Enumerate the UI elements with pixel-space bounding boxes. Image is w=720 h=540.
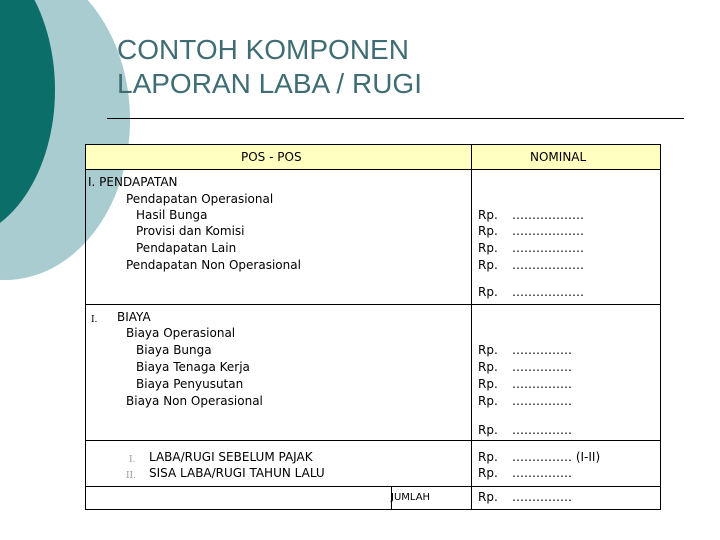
title-divider	[107, 118, 684, 119]
pendapatan-item: Pendapatan Lain	[136, 241, 237, 255]
table-border-left	[85, 144, 86, 510]
amount-currency: Rp.	[478, 466, 498, 480]
biaya-heading: BIAYA	[117, 310, 151, 324]
table-border-right	[660, 144, 661, 510]
pendapatan-operasional-label: Pendapatan Operasional	[126, 192, 274, 206]
amount-currency: Rp.	[478, 241, 498, 255]
laba-numeral: I.	[129, 455, 136, 465]
jumlah-currency: Rp.	[478, 490, 498, 504]
amount-dots: ………………	[512, 208, 584, 222]
pendapatan-subtotal-currency: Rp.	[478, 285, 498, 299]
table-border-bottom	[85, 509, 661, 510]
laba-item-label: SISA LABA/RUGI TAHUN LALU	[149, 466, 325, 480]
amount-currency: Rp.	[478, 258, 498, 272]
biaya-numeral: I.	[91, 315, 98, 325]
pendapatan-item: Hasil Bunga	[136, 208, 208, 222]
biaya-item: Biaya Penyusutan	[136, 377, 244, 391]
title-line-1: CONTOH KOMPONEN	[117, 34, 409, 65]
title-line-2: LAPORAN LABA / RUGI	[117, 68, 422, 99]
laba-divider	[85, 486, 661, 487]
amount-currency: Rp.	[478, 360, 498, 374]
amount-dots: ……………	[512, 377, 572, 391]
amount-currency: Rp.	[478, 343, 498, 357]
amount-dots: ……………	[512, 360, 572, 374]
slide-title	[117, 33, 422, 101]
header-nominal: NOMINAL	[530, 150, 587, 164]
biaya-non-operasional-label: Biaya Non Operasional	[126, 394, 263, 408]
amount-currency: Rp.	[478, 394, 498, 408]
biaya-item: Biaya Bunga	[136, 343, 212, 357]
biaya-item: Biaya Tenaga Kerja	[136, 360, 250, 374]
amount-currency: Rp.	[478, 450, 498, 464]
amount-dots: ……………	[512, 394, 572, 408]
laba-numeral: II.	[126, 471, 136, 481]
table-header-divider	[85, 169, 661, 170]
amount-currency: Rp.	[478, 377, 498, 391]
amount-dots: ……………	[512, 466, 572, 480]
pendapatan-subtotal-dots: ………………	[512, 285, 584, 299]
biaya-divider	[85, 440, 661, 441]
laba-rugi-table	[85, 144, 661, 510]
header-pos-pos: POS - POS	[241, 150, 302, 164]
pendapatan-divider	[85, 304, 661, 305]
pendapatan-non-operasional-label: Pendapatan Non Operasional	[126, 258, 301, 272]
table-border-top	[85, 144, 661, 145]
amount-currency: Rp.	[478, 208, 498, 222]
biaya-subtotal-dots: ……………	[512, 423, 572, 437]
amount-dots: ………………	[512, 241, 584, 255]
amount-dots: ………………	[512, 224, 584, 238]
pendapatan-heading: I. PENDAPATAN	[88, 175, 178, 189]
laba-item-label: LABA/RUGI SEBELUM PAJAK	[149, 450, 313, 464]
pendapatan-item: Provisi dan Komisi	[136, 224, 245, 238]
jumlah-dots: ……………	[512, 490, 572, 504]
jumlah-label: JUMLAH	[391, 492, 431, 503]
amount-dots: ………………	[512, 258, 584, 272]
amount-dots: …………… (I-II)	[512, 450, 601, 464]
biaya-subtotal-currency: Rp.	[478, 423, 498, 437]
amount-currency: Rp.	[478, 224, 498, 238]
column-divider	[471, 144, 472, 510]
biaya-operasional-label: Biaya Operasional	[126, 326, 236, 340]
amount-dots: ……………	[512, 343, 572, 357]
